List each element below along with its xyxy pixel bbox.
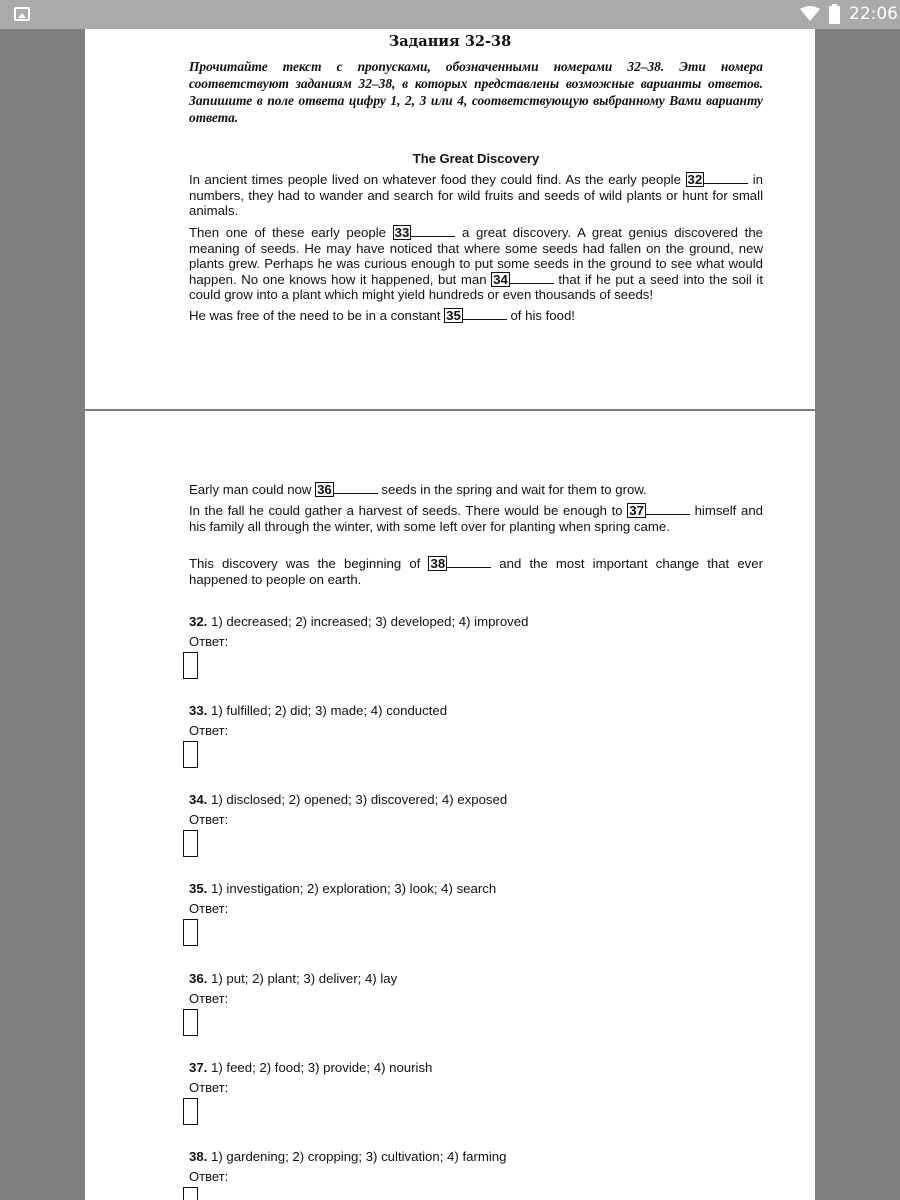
question-37: 37. 1) feed; 2) food; 3) provide; 4) nourish Ответ: [189, 1060, 763, 1125]
text-title: The Great Discovery [412, 151, 540, 166]
answer-label: Ответ: [189, 812, 229, 827]
gap-blank [411, 226, 455, 237]
question-33: 33. 1) fulfilled; 2) did; 3) made; 4) conducted Ответ: [189, 703, 763, 768]
paragraph-4: Early man could now 36 seeds in the spring and wait for them to grow. [189, 482, 647, 497]
answer-input-38[interactable] [183, 1187, 198, 1200]
answer-input-37[interactable] [183, 1098, 198, 1125]
answer-input-35[interactable] [183, 919, 198, 946]
gap-number: 32 [687, 172, 703, 187]
answer-label: Ответ: [189, 634, 229, 649]
gap-blank [447, 557, 491, 568]
question-38: 38. 1) gardening; 2) cropping; 3) cultivation; 4) farming Ответ: [189, 1149, 763, 1200]
answer-input-36[interactable] [183, 1009, 198, 1036]
answer-label: Ответ: [189, 901, 229, 916]
answer-label: Ответ: [189, 1080, 229, 1095]
gap-blank [463, 309, 507, 320]
answer-input-34[interactable] [183, 830, 198, 857]
battery-icon [829, 6, 840, 24]
gap-number: 37 [629, 503, 644, 518]
document-page-1 [85, 29, 815, 409]
answer-label: Ответ: [189, 991, 229, 1006]
image-notification-icon [14, 7, 30, 21]
question-34: 34. 1) disclosed; 2) opened; 3) discovered; 4) exposed Ответ: [189, 792, 763, 857]
gap-number: 38 [430, 556, 446, 571]
question-32: 32. 1) decreased; 2) increased; 3) developed; 4) improved Ответ: [189, 614, 763, 679]
gap-blank [334, 483, 378, 494]
instructions: Прочитайте текст с пропусками, обозначенными номерами 32–38. Эти номера соответствуют заданиям 32–38, в которых представлены возможные варианты ответов. Запишите в поле ответа цифру 1, 2, 3 или 4, соответствующую выбранному Вами варианту ответа. [189, 59, 763, 125]
status-bar [0, 0, 900, 29]
paragraph-3: He was free of the need to be in a constant 35 of his food! [189, 308, 575, 323]
paragraph-1: In ancient times people lived on whatever food they could find. As the early people 32 in numbers, they had to wander and search for wild fruits and seeds of wild plants or hunt for small animals. [189, 172, 763, 219]
status-clock: 22:06 [849, 4, 898, 24]
answer-label: Ответ: [189, 1169, 229, 1184]
answer-input-32[interactable] [183, 652, 198, 679]
answer-input-33[interactable] [183, 741, 198, 768]
document-page-2 [85, 411, 815, 1200]
gap-number: 36 [317, 482, 332, 497]
wifi-icon [800, 6, 820, 22]
question-35: 35. 1) investigation; 2) exploration; 3) look; 4) search Ответ: [189, 881, 763, 946]
paragraph-6: This discovery was the beginning of 38 and the most important change that ever happened to people on earth. [189, 556, 763, 587]
question-36: 36. 1) put; 2) plant; 3) deliver; 4) lay Ответ: [189, 971, 763, 1036]
answer-label: Ответ: [189, 723, 229, 738]
gap-number: 35 [446, 308, 461, 323]
paragraph-5: In the fall he could gather a harvest of seeds. There would be enough to 37 himself and his family all through the winter, with some left over for planting when spring came. [189, 503, 763, 534]
gap-blank [510, 273, 554, 284]
gap-blank [704, 173, 748, 184]
gap-blank [646, 504, 690, 515]
gap-number: 33 [394, 225, 410, 240]
page-title: Задания 32-38 [388, 33, 512, 50]
gap-number: 34 [493, 271, 508, 287]
paragraph-2: Then one of these early people 33 a great discovery. A great genius discovered the meaning of seeds. He may have noticed that where some seeds had fallen on the ground, new plants grew. Perhaps he was curious enough to put some seeds in the ground to see what would happen. No one knows how it happened, but man 34 that if he put a seed into the soil it could grow into a plant which might yield hundreds or even thousands of seeds! [189, 225, 763, 303]
